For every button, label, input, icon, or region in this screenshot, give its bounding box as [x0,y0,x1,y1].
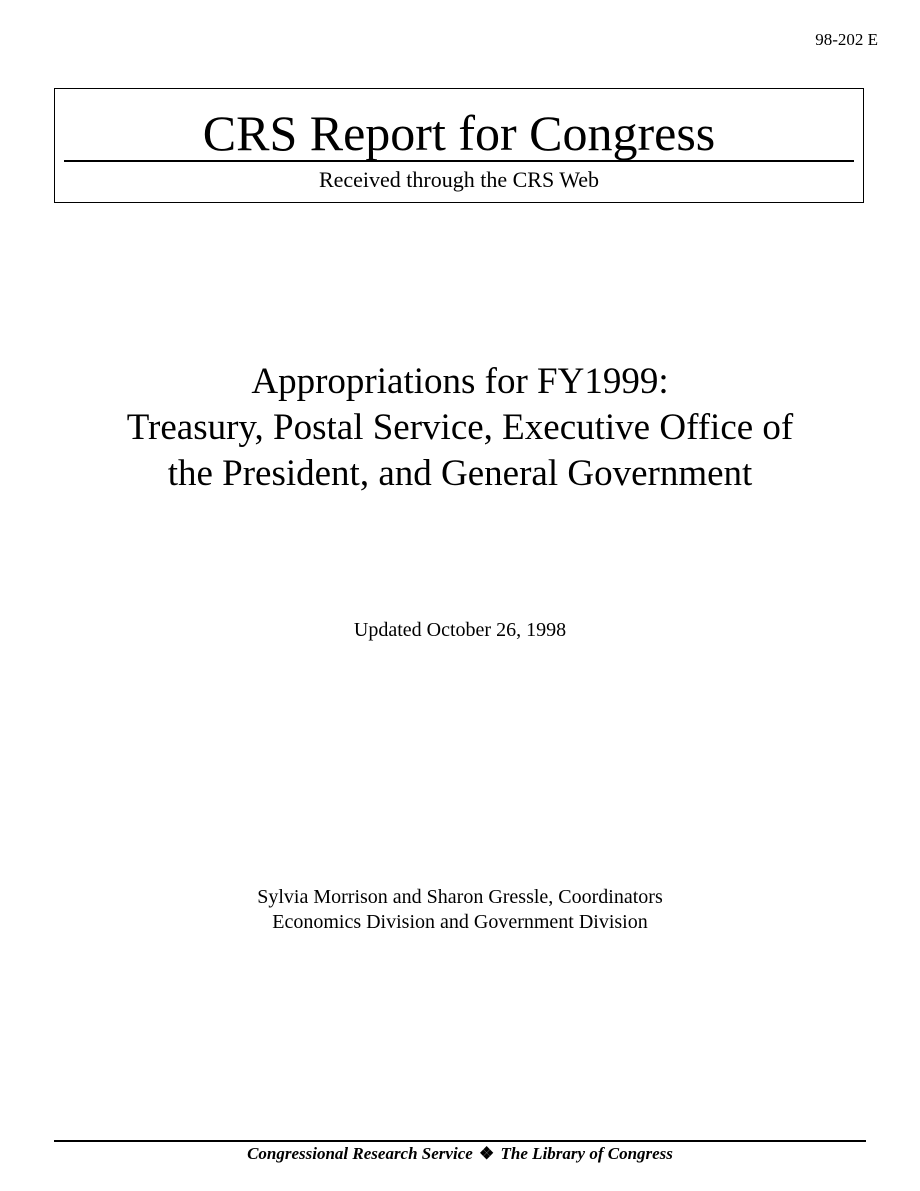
masthead-title: CRS Report for Congress [202,105,716,161]
masthead-rule [64,160,854,162]
authors-block [0,885,920,935]
report-title-line-3: the President, and General Government [167,453,753,494]
masthead-subtitle: Received through the CRS Web [318,167,600,192]
footer-library: The Library of Congress [500,1144,673,1163]
footer [0,1143,920,1165]
author-divisions: Economics Division and Government Division [272,911,648,933]
report-number: 98-202 E [815,30,878,49]
author-names: Sylvia Morrison and Sharon Gressle, Coordinators [257,886,663,908]
diamond-icon: ❖ [479,1144,495,1163]
masthead-box [54,88,864,203]
report-title-line-1: Appropriations for FY1999: [251,361,669,402]
report-title-line-2: Treasury, Postal Service, Executive Office of [126,407,794,448]
footer-publisher: Congressional Research Service [247,1144,473,1163]
report-title [60,359,860,497]
update-date: Updated October 26, 1998 [353,619,567,641]
footer-rule [54,1140,866,1142]
